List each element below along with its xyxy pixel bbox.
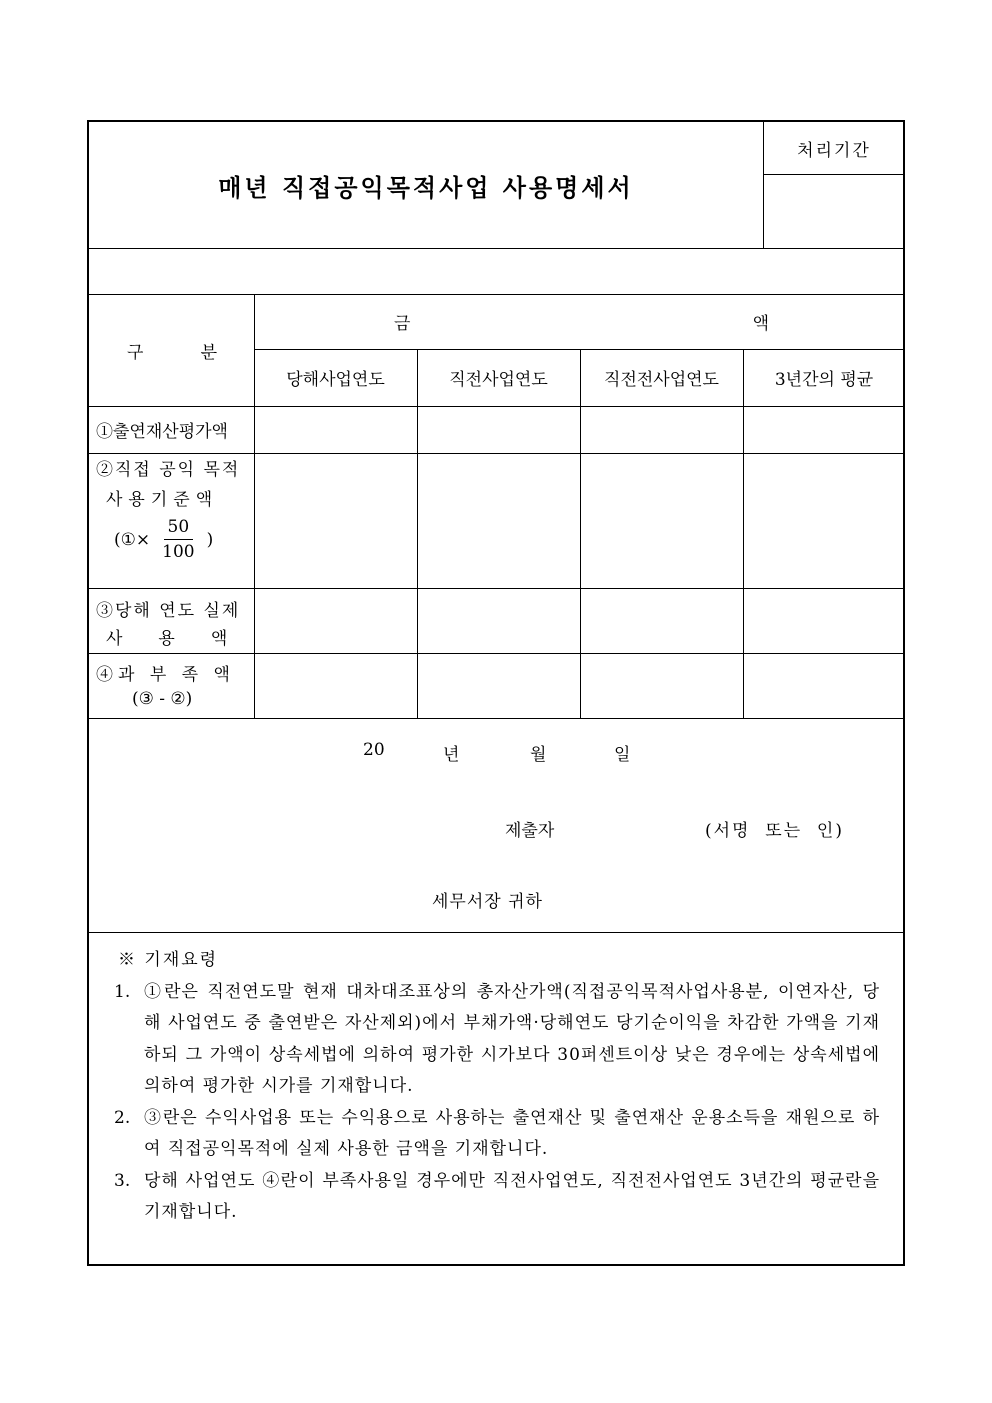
instructions — [114, 945, 880, 1229]
submitter-label: 제출자 — [505, 821, 555, 841]
instructions-heading: ※ 기재요령 — [118, 950, 219, 970]
amount-header-char1: 금 — [394, 314, 411, 334]
date-year-prefix: 20 — [363, 740, 385, 760]
input-r3-c4[interactable] — [743, 588, 905, 653]
input-r4-c3[interactable] — [580, 653, 743, 718]
instruction-number: 3. — [114, 1170, 131, 1191]
row-4-label-line1: ④과 부 족 액 — [96, 665, 235, 685]
category-header — [127, 294, 217, 406]
row-3-label-line2: 사용액 — [106, 629, 264, 649]
date-month-unit: 월 — [530, 745, 547, 765]
input-r3-c2[interactable] — [417, 588, 580, 653]
sign-or-seal-label: (서명 또는 인) — [705, 821, 844, 841]
input-r3-c1[interactable] — [254, 588, 417, 653]
blank-row[interactable] — [89, 248, 905, 294]
instruction-item — [114, 977, 880, 1103]
row-label-actual-usage — [96, 588, 264, 653]
instruction-number: 2. — [114, 1107, 131, 1128]
row-2-formula — [114, 515, 213, 564]
row-2-label-line1: ②직접 공익 목적 — [96, 460, 241, 480]
category-header-char2: 분 — [200, 342, 217, 363]
form-title: 매년 직접공익목적사업 사용명세서 — [218, 172, 634, 202]
instruction-item — [114, 1166, 880, 1229]
form-frame — [87, 120, 905, 1266]
input-r1-c4[interactable] — [743, 406, 905, 453]
instruction-text: ③란은 수익사업용 또는 수익용으로 사용하는 출연재산 및 출연재산 운용소득을 재원으로 하여 직접공익목적에 실제 사용한 금액을 기재합니다. — [144, 1107, 880, 1159]
instruction-item — [114, 1103, 880, 1166]
input-r1-c2[interactable] — [417, 406, 580, 453]
formula-prefix: (①× — [114, 529, 151, 550]
row-2-label-line2: 사용기준액 — [106, 490, 219, 510]
recipient-label: 세무서장 귀하 — [432, 892, 543, 912]
formula-numerator: 50 — [164, 515, 194, 540]
date-day-unit: 일 — [614, 745, 631, 765]
processing-period-value[interactable] — [763, 174, 905, 248]
input-r2-c1[interactable] — [254, 453, 417, 588]
instruction-text: ①란은 직전연도말 현재 대차대조표상의 총자산가액(직접공익목적사업사용분, 이연자산, 당해 사업연도 중 출연받은 자산제외)에서 부채가액·당해연도 당기순이익을 차감한 가액을 기재하되 그 가액이 상속세법에 의하여 평가한 시가보다 30퍼센트이상 낮은 경우에는 상속세법에 의하여 평가한 시가를 기재합니다. — [144, 981, 880, 1096]
table-bottom-line — [89, 718, 905, 719]
amount-header — [394, 294, 769, 349]
date-year-unit: 년 — [443, 745, 460, 765]
row-label-contribution-value: ①출연재산평가액 — [96, 422, 228, 442]
row-3-label-line1: ③당해 연도 실제 — [96, 601, 241, 621]
input-r2-c2[interactable] — [417, 453, 580, 588]
signature-bottom-line — [89, 932, 905, 933]
row-4-label-line2: (③ - ②) — [132, 689, 193, 709]
amount-header-char2: 액 — [752, 314, 769, 334]
input-r4-c1[interactable] — [254, 653, 417, 718]
formula-fraction — [158, 515, 198, 564]
input-r1-c3[interactable] — [580, 406, 743, 453]
input-r2-c4[interactable] — [743, 453, 905, 588]
input-r4-c4[interactable] — [743, 653, 905, 718]
formula-denominator: 100 — [162, 542, 195, 562]
instruction-number: 1. — [114, 981, 131, 1002]
col-header-prior-year: 직전사업연도 — [449, 370, 548, 390]
input-r2-c3[interactable] — [580, 453, 743, 588]
input-r1-c1[interactable] — [254, 406, 417, 453]
formula-suffix: ) — [206, 529, 214, 550]
col-header-three-year-avg: 3년간의 평균 — [774, 370, 874, 390]
row-label-surplus-shortfall — [96, 653, 246, 718]
col-header-current-year: 당해사업연도 — [286, 370, 385, 390]
category-header-char1: 구 — [127, 342, 144, 363]
instruction-text: 당해 사업연도 ④란이 부족사용일 경우에만 직전사업연도, 직전전사업연도 3년간의 평균란을 기재합니다. — [144, 1170, 880, 1222]
col-header-two-years-prior: 직전전사업연도 — [604, 370, 719, 390]
input-r4-c2[interactable] — [417, 653, 580, 718]
processing-period-label: 처리기간 — [797, 140, 871, 161]
row-label-usage-standard — [96, 453, 246, 588]
input-r3-c3[interactable] — [580, 588, 743, 653]
